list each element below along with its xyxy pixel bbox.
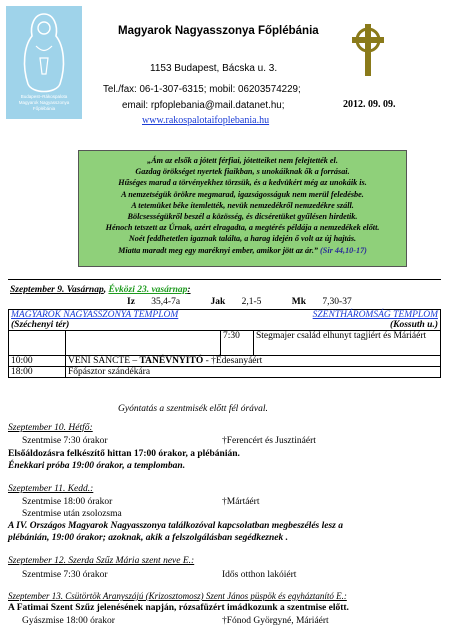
announcement: A Fatimai Szent Szűz jelenésének napján, rózsafüzért imádkozunk a szentmise előtt. [8, 603, 349, 613]
mass-extra: Szentmise után zsolozsma [22, 509, 122, 519]
scripture-quote-box [78, 150, 407, 267]
phone-numbers: Tel./fax: 06-1-307-6315; mobil: 06203574229; [103, 84, 301, 95]
announcement: A IV. Országos Magyarok Nagyasszonya találkozóval kapcsolatban megbeszélés lesz a [8, 521, 343, 531]
day-heading: Szeptember 12. Szerda Szűz Mária szent neve E.: [8, 556, 195, 566]
quote-line: Miatta maradt meg egy maréknyi ember, amikor jött az ár.” [118, 245, 318, 255]
parish-name: Magyarok Nagyasszonya Főplébánia [118, 25, 319, 37]
celtic-cross-icon [348, 22, 388, 78]
mass-time: Szentmise 18:00 órakor [22, 497, 113, 507]
sunday-readings: Iz 35,4-7a Jak 2,1-5 Mk 7,30-37 [127, 297, 352, 307]
sunday-feast: Évközi 23. vasárnap [108, 285, 188, 295]
day-heading: Szeptember 10. Hétfő: [8, 423, 93, 433]
quote-line: Hűséges marad a törvényekhez törzsük, és a kedvükért még az unokáik is. [118, 178, 367, 188]
church-left-name: MAGYAROK NAGYASSZONYA TEMPLOM [11, 310, 179, 320]
logo-text-line: Magyarok Nagyasszonya [18, 100, 70, 105]
quote-line: „Ám az elsők a jótett férfiai, jótetteiket nem felejtették el. [147, 156, 338, 165]
confession-note: Gyóntatás a szentmisék előtt fél órával. [118, 404, 268, 414]
announcement: Elsőáldozásra felkészítő hittan 17:00 órakor, a plébánián. [8, 449, 240, 459]
church-right-location: (Kossuth u.) [389, 320, 438, 330]
mass-time: Szentmise 7:30 órakor [22, 570, 108, 580]
quote-line: Hénoch tetszett az Úrnak, azért elragadta, a megtérés példája a nemzedékek előtt. [105, 223, 380, 233]
logo-text-line: Budapest–Rákospalota [20, 94, 68, 99]
right-intention: Stegmajer család elhunyt tagjiért és Máriáért [254, 331, 441, 356]
row-text: VENI SANCTE – TANÉVNYITÓ - †Édesanyáért [66, 356, 441, 367]
row-time: 18:00 [9, 367, 66, 378]
announcement: Énekkari próba 19:00 órakor, a templomban. [8, 461, 186, 471]
church-right-name: SZENTHÁROMSÁG TEMPLOM [312, 310, 438, 320]
quote-reference: (Sir 44,10-17) [320, 245, 367, 255]
website-link[interactable]: www.rakospalotaifoplebania.hu [142, 115, 270, 126]
church-left-location: (Széchenyi tér) [11, 320, 70, 330]
quote-line: Bölcsességükről beszél a közösség, és dicséretüket gyűlésen hirdetik. [127, 212, 358, 222]
right-time: 7:30 [221, 331, 254, 356]
quote-line: A tetemüket béke ítemlették, nevük nemzedékről nemzedékre száll. [131, 200, 354, 210]
bulletin-date: 2012. 09. 09. [343, 99, 396, 110]
divider [8, 279, 441, 280]
parish-address: 1153 Budapest, Bácska u. 3. [150, 63, 278, 74]
sunday-date: Szeptember 9. Vasárnap [10, 285, 104, 295]
row-text: Főpásztor szándékára [66, 367, 441, 378]
announcement: plébánián, 19:00 órakor; azoknak, akik a felszolgálásban segédkeznek . [8, 533, 288, 543]
quote-line: A nemzetségük örökre megmarad, igazságosságuk nem merül feledésbe. [121, 189, 364, 199]
day-heading: Szeptember 11. Kedd.: [8, 484, 94, 494]
email-address[interactable]: email: rpfoplebania@mail.datanet.hu; [122, 100, 285, 111]
mass-intention: Idős otthon lakóiért [222, 570, 297, 580]
row-time: 10:00 [9, 356, 66, 367]
logo-text-line: Főplébánia [32, 106, 56, 111]
parish-logo [6, 6, 82, 119]
mass-time: Szentmise 7:30 órakor [22, 436, 108, 446]
mass-intention: †Fónod Györgyné, Máriáért [222, 616, 329, 626]
day-heading: Szeptember 13. Csütörtök Aranyszájú (Krizosztomosz) Szent János püspök és egyháztanító E.: [8, 591, 347, 601]
mass-time: Gyászmise 18:00 órakor [22, 616, 115, 626]
quote-line: Noét feddhetetlen igaznak találta, a harag idején ő volt az új hajtás. [128, 234, 357, 244]
mass-intention: †Mártáért [222, 497, 260, 507]
sunday-schedule-table [8, 309, 441, 378]
quote-line: Gazdag örökséget nyertek fiaikban, s unokáiknak ők a forrásai. [135, 167, 350, 177]
mass-intention: †Ferencért és Jusztináért [222, 436, 316, 446]
sunday-heading: Szeptember 9. Vasárnap, Évközi 23. vasárnap: [10, 285, 191, 295]
